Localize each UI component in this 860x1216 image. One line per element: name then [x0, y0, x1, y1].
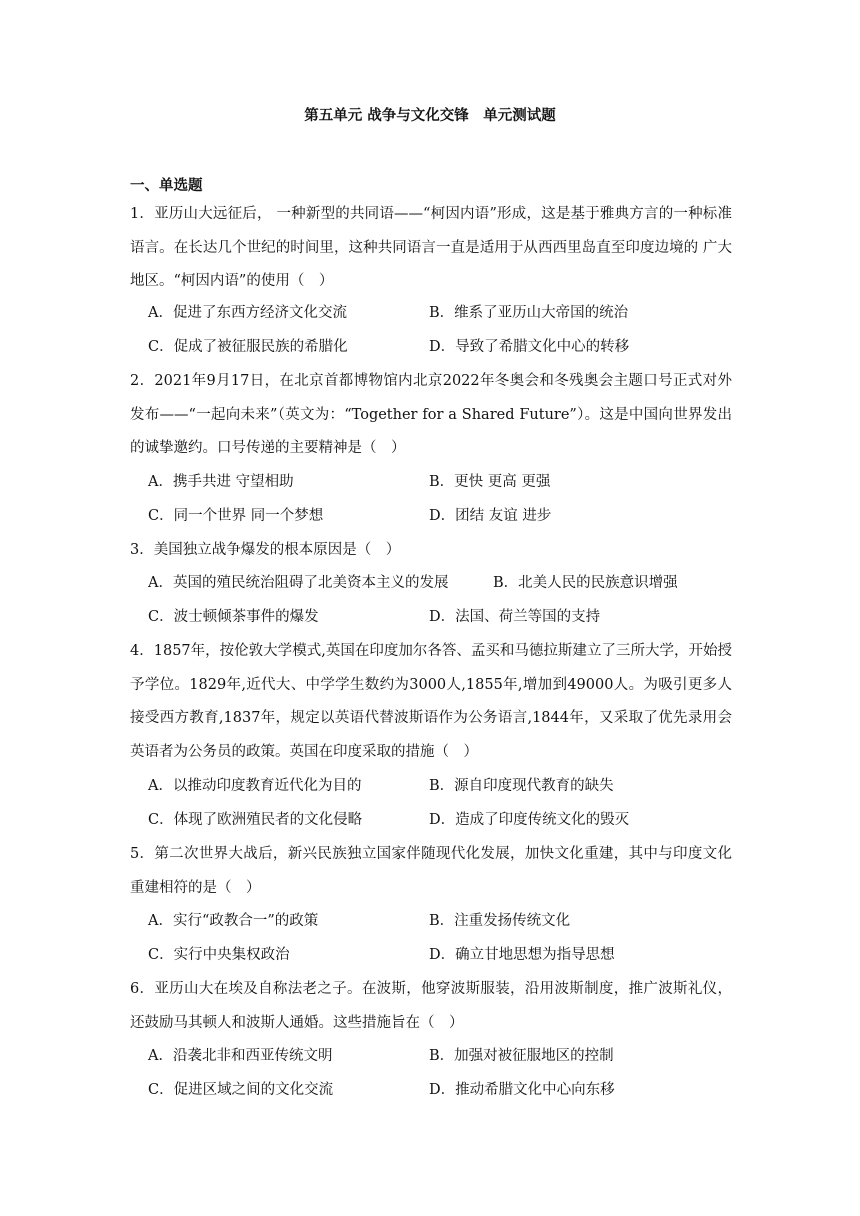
q3-option-c[interactable]: C．波士顿倾茶事件的爆发 — [148, 609, 319, 625]
q1-option-c[interactable]: C．促成了被征服民族的希腊化 — [148, 339, 348, 355]
q4-option-c[interactable]: C．体现了欧洲殖民者的文化侵略 — [148, 812, 363, 828]
q2-option-d[interactable]: D．团结 友谊 进步 — [429, 508, 552, 524]
q3-option-b[interactable]: B．北美人民的民族意识增强 — [493, 575, 678, 591]
q2-option-c[interactable]: C．同一个世界 同一个梦想 — [148, 508, 324, 524]
q6-option-a[interactable]: A．沿袭北非和西亚传统文明 — [148, 1048, 333, 1064]
q3-option-a[interactable]: A．英国的殖民统治阻碍了北美资本主义的发展 — [148, 575, 449, 591]
q1-option-b[interactable]: B．维系了亚历山大帝国的统治 — [429, 305, 629, 321]
q4-option-b[interactable]: B．源自印度现代教育的缺失 — [429, 778, 614, 794]
q5-option-d[interactable]: D．确立甘地思想为指导思想 — [429, 947, 615, 963]
q5-option-b[interactable]: B．注重发扬传统文化 — [429, 913, 571, 929]
q3-option-d[interactable]: D．法国、荷兰等国的支持 — [429, 609, 601, 625]
question-1-stem: 1．亚历山大远征后， 一种新型的共同语——“柯因内语”形成，这是基于雅典方言的一种标准 语言。在长达几个世纪的时间里，这种共同语言一直是适用于从西西里岛直至印度边境的 广大地区。“柯因内语”的使用（ ） — [130, 206, 732, 289]
q4-option-d[interactable]: D．造成了印度传统文化的毁灭 — [429, 812, 630, 828]
q6-option-b[interactable]: B．加强对被征服地区的控制 — [429, 1048, 614, 1064]
question-2-stem: 2．2021年9月17日，在北京首都博物馆内北京2022年冬奥会和冬残奥会主题口号正式对外发布——“一起向未来”（英文为：“Together for a Shared Future”）。这是中国向世界发出的诚挚邀约。口号传递的主要精神是（ ） — [130, 373, 732, 456]
q2-option-b[interactable]: B．更快 更高 更强 — [429, 474, 551, 490]
q2-option-a[interactable]: A．携手共进 守望相助 — [148, 474, 294, 490]
question-5-stem: 5．第二次世界大战后，新兴民族独立国家伴随现代化发展，加快文化重建，其中与印度文化重建相符的是（ ） — [130, 846, 732, 896]
q6-option-d[interactable]: D．推动希腊文化中心向东移 — [429, 1082, 615, 1098]
q1-option-d[interactable]: D．导致了希腊文化中心的转移 — [429, 339, 630, 355]
question-6-stem: 6．亚历山大在埃及自称法老之子。在波斯，他穿波斯服装，沿用波斯制度，推广波斯礼仪，还鼓励马其顿人和波斯人通婚。这些措施旨在（ ） — [130, 981, 732, 1031]
q5-option-c[interactable]: C．实行中央集权政治 — [148, 947, 290, 963]
question-4-stem: 4．1857年，按伦敦大学模式,英国在印度加尔各答、孟买和马德拉斯建立了三所大学，开始授予学位。1829年,近代大、中学学生数约为3000人,1855年,增加到49000人。为吸引更多人接受西方教育,1837年，规定以英语代替波斯语作为公务语言,1844年，又采取了优先录用会英语者为公务员的政策。英国在印度采取的措施（ ） — [130, 643, 732, 760]
question-3-stem: 3．美国独立战争爆发的根本原因是（ ） — [130, 542, 401, 558]
q6-option-c[interactable]: C．促进区域之间的文化交流 — [148, 1082, 334, 1098]
page-title: 第五单元 战争与文化交锋 单元测试题 — [304, 108, 556, 124]
q1-option-a[interactable]: A．促进了东西方经济文化交流 — [148, 305, 347, 321]
q4-option-a[interactable]: A．以推动印度教育近代化为目的 — [148, 778, 362, 794]
q5-option-a[interactable]: A．实行“政教合一”的政策 — [148, 913, 319, 929]
section-heading: 一、单选题 — [130, 178, 203, 194]
